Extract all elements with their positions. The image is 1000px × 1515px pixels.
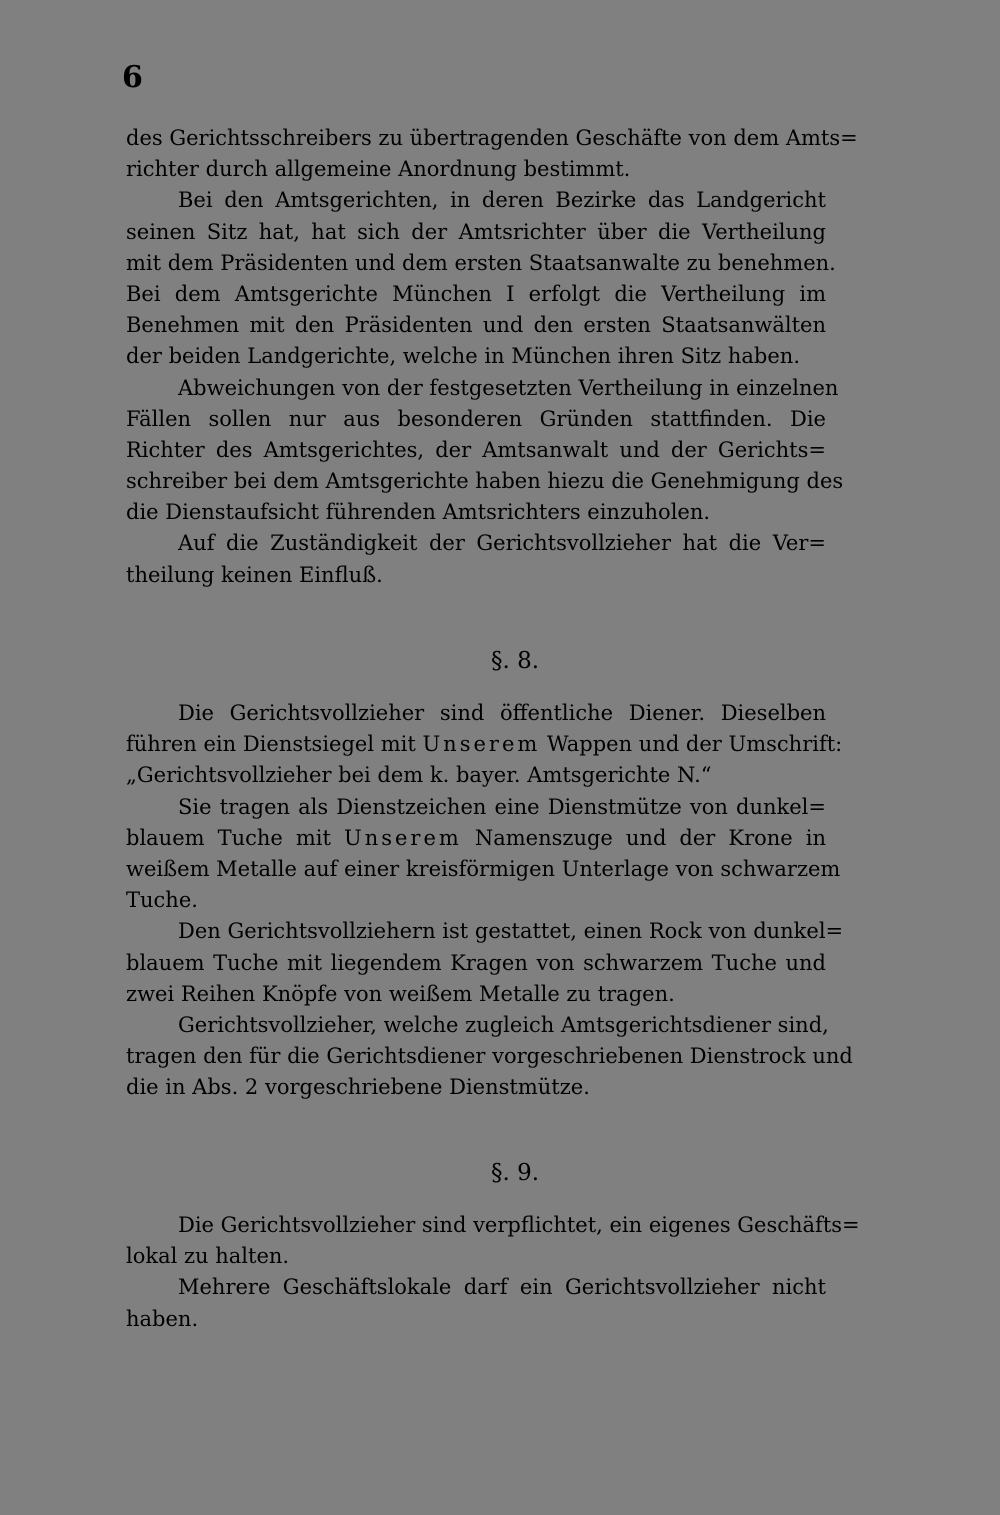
text-line: seinen Sitz hat, hat sich der Amtsrichter über die Vertheilung bbox=[126, 219, 826, 244]
text-line: Sie tragen als Dienstzeichen eine Dienstmütze von dunkel= bbox=[178, 794, 826, 819]
text-line bbox=[126, 823, 826, 854]
section-heading-9: §. 9. bbox=[490, 1160, 540, 1186]
text-line: „Gerichtsvollzieher bei dem k. bayer. Amtsgerichte N.“ bbox=[126, 763, 712, 788]
text-line: Den Gerichtsvollziehern ist gestattet, einen Rock von dunkel= bbox=[178, 919, 844, 944]
emphasized-word: Unserem bbox=[422, 732, 541, 757]
text-line: Tuche. bbox=[126, 888, 198, 913]
text-line: Gerichtsvollzieher, welche zugleich Amtsgerichtsdiener sind, bbox=[178, 1012, 829, 1037]
text-line: des Gerichtsschreibers zu übertragenden Geschäfte von dem Amts= bbox=[126, 126, 858, 150]
page-number: 6 bbox=[122, 60, 143, 95]
text-span: Wappen und der Umschrift: bbox=[540, 732, 843, 757]
text-line: die in Abs. 2 vorgeschriebene Dienstmütze. bbox=[126, 1075, 590, 1100]
text-line bbox=[126, 729, 843, 760]
text-span: führen ein Dienstsiegel mit bbox=[126, 732, 423, 757]
text-line: tragen den für die Gerichtsdiener vorgeschriebenen Dienstrock und bbox=[126, 1044, 853, 1069]
text-line: theilung keinen Einfluß. bbox=[126, 562, 383, 587]
text-line: zwei Reihen Knöpfe von weißem Metalle zu tragen. bbox=[126, 981, 675, 1006]
text-line: lokal zu halten. bbox=[126, 1244, 290, 1269]
text-line: Benehmen mit den Präsidenten und den ersten Staatsanwälten bbox=[126, 313, 826, 338]
text-line: Die Gerichtsvollzieher sind öffentliche Diener. Dieselben bbox=[178, 701, 826, 725]
section-heading-8: §. 8. bbox=[490, 648, 540, 674]
paragraph-block-1 bbox=[126, 123, 858, 591]
text-line: blauem Tuche mit liegendem Kragen von schwarzem Tuche und bbox=[126, 950, 826, 975]
text-line: Abweichungen von der festgesetzten Vertheilung in einzelnen bbox=[178, 375, 839, 400]
text-line: Fällen sollen nur aus besonderen Gründen stattfinden. Die bbox=[126, 406, 826, 431]
text-line: mit dem Präsidenten und dem ersten Staatsanwalte zu benehmen. bbox=[126, 250, 836, 275]
section-9-body bbox=[126, 1210, 860, 1335]
text-line: weißem Metalle auf einer kreisförmigen Unterlage von schwarzem bbox=[126, 856, 841, 881]
text-line: richter durch allgemeine Anordnung bestimmt. bbox=[126, 157, 631, 182]
text-span: blauem Tuche mit bbox=[126, 825, 344, 850]
section-8-body bbox=[126, 698, 853, 1103]
text-span: Namenszuge und der Krone in bbox=[461, 825, 826, 850]
text-line: die Dienstaufsicht führenden Amtsrichters einzuholen. bbox=[126, 500, 711, 525]
emphasized-word: Unserem bbox=[344, 825, 462, 850]
text-line: Die Gerichtsvollzieher sind verpflichtet, ein eigenes Geschäfts= bbox=[178, 1213, 860, 1237]
text-line: Bei dem Amtsgerichte München I erfolgt die Vertheilung im bbox=[126, 281, 826, 306]
text-line: Mehrere Geschäftslokale darf ein Gerichtsvollzieher nicht bbox=[178, 1275, 826, 1300]
text-line: haben. bbox=[126, 1306, 199, 1331]
text-line: schreiber bei dem Amtsgerichte haben hiezu die Genehmigung des bbox=[126, 469, 844, 494]
text-line: Bei den Amtsgerichten, in deren Bezirke das Landgericht bbox=[178, 188, 826, 213]
text-line: Richter des Amtsgerichtes, der Amtsanwalt und der Gerichts= bbox=[126, 437, 826, 462]
text-line: Auf die Zuständigkeit der Gerichtsvollzieher hat die Ver= bbox=[178, 531, 826, 556]
text-line: der beiden Landgerichte, welche in München ihren Sitz haben. bbox=[126, 344, 800, 369]
